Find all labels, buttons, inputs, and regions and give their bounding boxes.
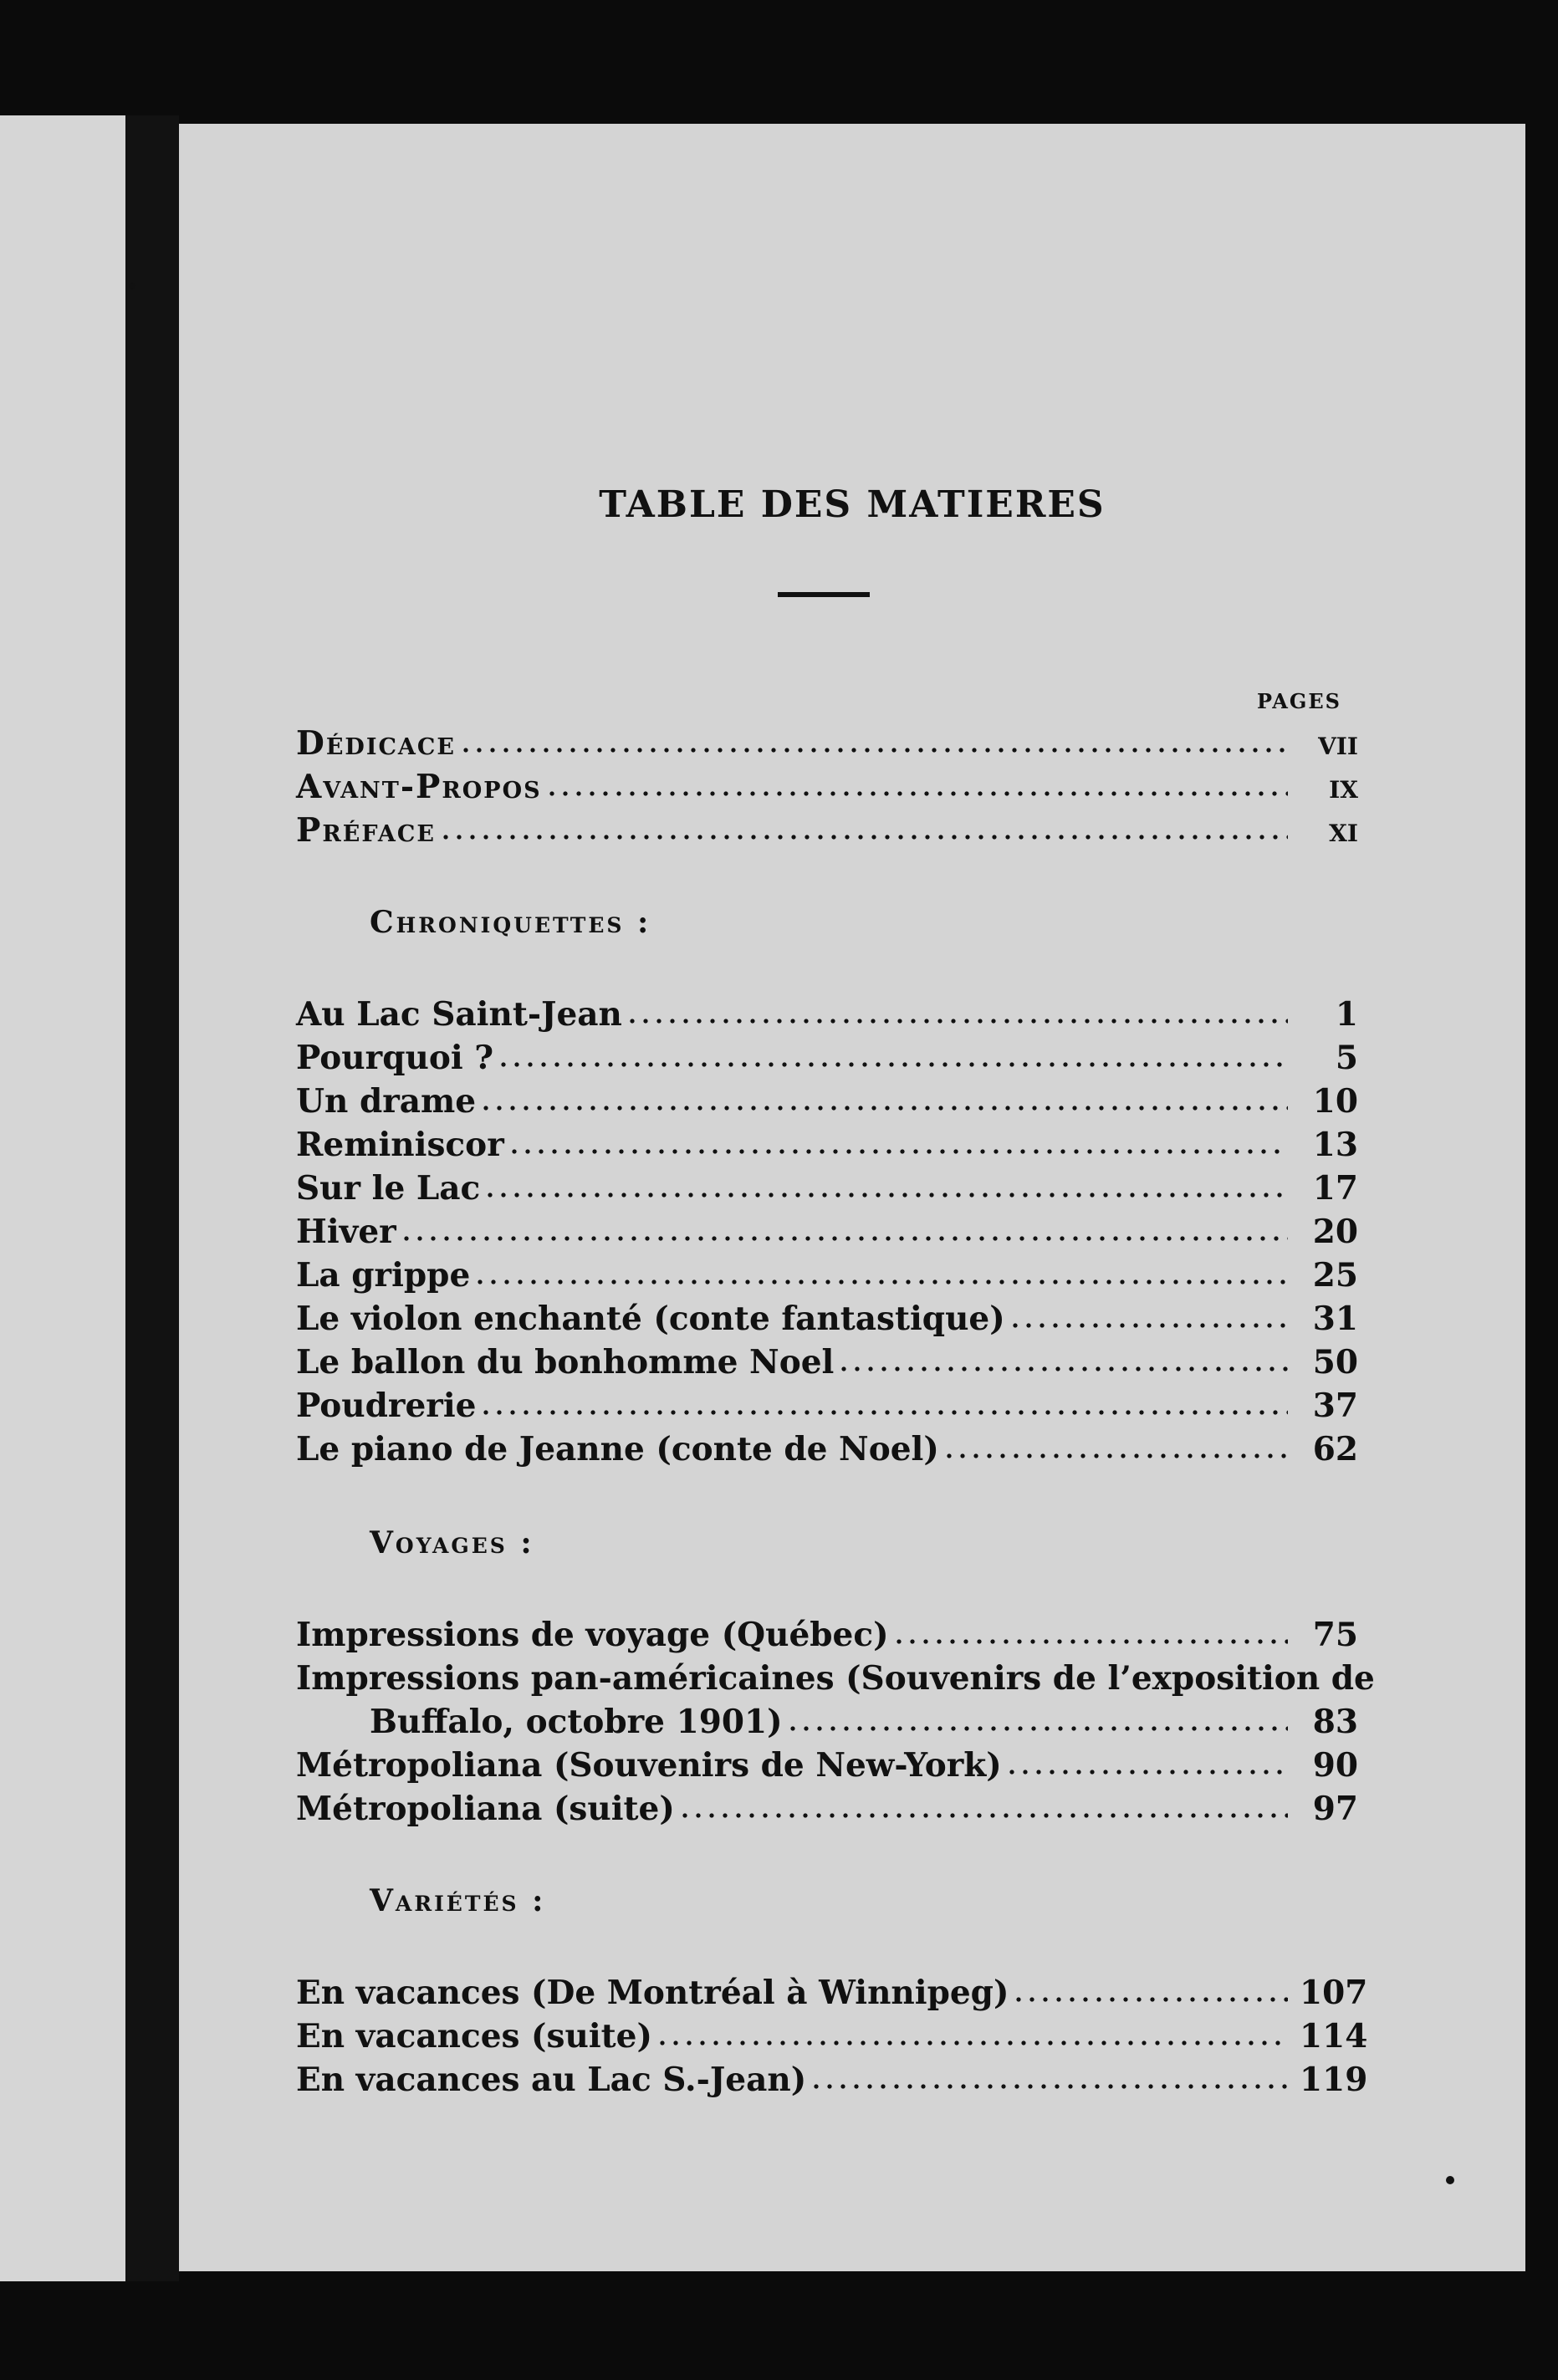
dot-leader — [1012, 1994, 1288, 2005]
toc-entry-label: Avant-Propos — [296, 768, 542, 806]
section-heading: Variétés : — [370, 1883, 546, 1918]
toc-entry — [370, 1699, 1358, 1744]
toc-entry — [296, 808, 1358, 853]
toc-entry — [296, 1612, 1358, 1657]
toc-entry-page: 90 — [1312, 1746, 1358, 1785]
toc-entry-label-line1: Impressions pan-américaines (Souvenirs de l’exposition de — [296, 1659, 1375, 1698]
toc-entry — [296, 1122, 1358, 1167]
toc-entry-label: Impressions de voyage (Québec) — [296, 1616, 889, 1654]
toc-entry-label: Reminiscor — [296, 1126, 504, 1164]
toc-entry-page: 114 — [1300, 2017, 1368, 2056]
dot-leader — [459, 744, 1288, 756]
dot-leader — [810, 2081, 1288, 2092]
toc-entry — [296, 1786, 1358, 1831]
toc-entry-page: 31 — [1312, 1300, 1358, 1338]
toc-entry-label: Un drame — [296, 1082, 477, 1121]
toc-entry-page: 75 — [1312, 1616, 1358, 1654]
dot-leader — [508, 1146, 1288, 1157]
dot-leader — [837, 1363, 1288, 1375]
toc-entry — [296, 1035, 1358, 1080]
section-heading: Chroniquettes : — [370, 905, 651, 940]
dot-leader — [473, 1276, 1288, 1288]
dot-leader — [400, 1233, 1288, 1244]
dot-leader — [1009, 1320, 1288, 1331]
ink-speck — [1446, 2176, 1454, 2184]
dot-leader — [479, 1407, 1288, 1418]
toc-entry-page: 37 — [1312, 1387, 1358, 1425]
toc-entry-label: Pourquoi ? — [296, 1039, 494, 1077]
dot-leader — [786, 1723, 1288, 1734]
toc-entry — [296, 1079, 1358, 1124]
toc-entry-page: 97 — [1312, 1790, 1358, 1828]
dot-leader — [678, 1810, 1288, 1821]
dot-leader — [545, 788, 1288, 799]
pages-column-header: PAGES — [1256, 689, 1341, 713]
toc-entry-label: Au Lac Saint-Jean — [296, 995, 622, 1034]
toc-entry-page: 20 — [1312, 1213, 1358, 1251]
toc-entry — [296, 721, 1358, 766]
toc-entry-label: Dédicace — [296, 724, 456, 763]
toc-entry-page: IX — [1329, 776, 1358, 804]
toc-entry — [296, 2014, 1368, 2059]
toc-entry-label: Poudrerie — [296, 1387, 477, 1425]
page-title: TABLE DES MATIERES — [599, 483, 1106, 526]
toc-entry-page: VII — [1318, 733, 1358, 760]
toc-entry-label: Préface — [296, 811, 436, 850]
toc-entry — [296, 1340, 1358, 1385]
toc-entry — [296, 1383, 1358, 1428]
toc-entry-page: 17 — [1312, 1169, 1358, 1208]
toc-entry-page: 5 — [1335, 1039, 1358, 1077]
dot-leader — [483, 1189, 1288, 1201]
ink-speck — [129, 283, 135, 289]
toc-entry-page: 119 — [1300, 2061, 1368, 2099]
title-rule — [778, 592, 870, 597]
dot-leader — [656, 2037, 1288, 2049]
toc-entry-label: Le violon enchanté (conte fantastique) — [296, 1300, 1005, 1338]
dot-leader — [942, 1450, 1288, 1462]
section-heading: Voyages : — [370, 1525, 534, 1560]
facing-page-edge — [0, 115, 125, 2281]
toc-entry-label: Le ballon du bonhomme Noel — [296, 1343, 835, 1382]
toc-entry-page: 50 — [1312, 1343, 1358, 1382]
book-spine — [125, 115, 179, 2281]
toc-entry-label: Métropoliana (suite) — [296, 1790, 675, 1828]
toc-entry-page: 25 — [1312, 1256, 1358, 1295]
toc-entry-page: 107 — [1300, 1974, 1368, 2012]
toc-entry — [296, 992, 1358, 1037]
toc-entry-label: En vacances au Lac S.-Jean) — [296, 2061, 807, 2099]
dot-leader — [479, 1102, 1288, 1114]
dot-leader — [439, 831, 1288, 843]
toc-entry — [296, 1166, 1358, 1211]
toc-entry-page: 10 — [1312, 1082, 1358, 1121]
toc-entry-label: Sur le Lac — [296, 1169, 481, 1208]
toc-entry-page: 83 — [1312, 1703, 1358, 1741]
dot-leader — [892, 1636, 1288, 1647]
toc-entry-page: XI — [1329, 820, 1358, 847]
toc-entry — [296, 1296, 1358, 1341]
toc-entry — [296, 764, 1358, 810]
dot-leader — [497, 1059, 1288, 1070]
toc-entry — [296, 1427, 1358, 1472]
toc-entry — [296, 1743, 1358, 1788]
dot-leader — [1005, 1766, 1288, 1778]
toc-entry-label: Le piano de Jeanne (conte de Noel) — [296, 1430, 939, 1468]
toc-entry-page: 62 — [1312, 1430, 1358, 1468]
toc-entry-label: En vacances (De Montréal à Winnipeg) — [296, 1974, 1009, 2012]
toc-entry — [296, 2057, 1368, 2102]
toc-entry — [296, 1253, 1358, 1298]
toc-entry-label: Hiver — [296, 1213, 396, 1251]
toc-entry-page: 1 — [1335, 995, 1358, 1034]
toc-entry — [296, 1209, 1358, 1254]
toc-entry-label: Métropoliana (Souvenirs de New-York) — [296, 1746, 1002, 1785]
book-page — [179, 124, 1525, 2271]
toc-entry-label-line2: Buffalo, octobre 1901) — [370, 1703, 783, 1741]
toc-entry — [296, 1970, 1368, 2015]
toc-entry-label: En vacances (suite) — [296, 2017, 652, 2056]
toc-entry-page: 13 — [1312, 1126, 1358, 1164]
dot-leader — [626, 1015, 1288, 1027]
toc-entry-label: La grippe — [296, 1256, 471, 1295]
